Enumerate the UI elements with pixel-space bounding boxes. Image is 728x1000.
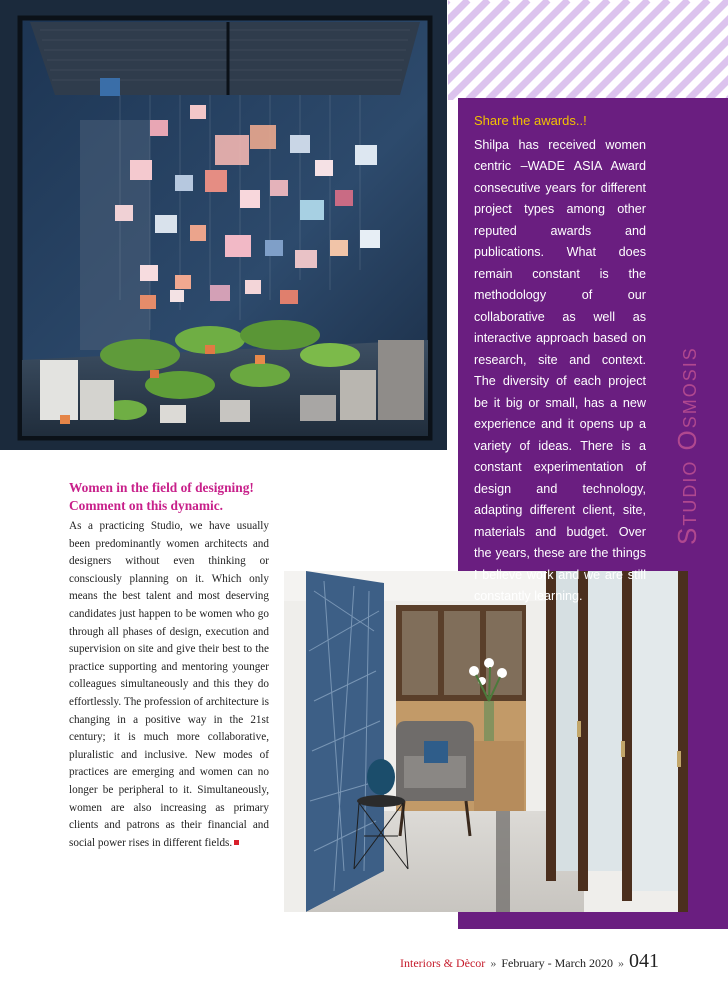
article-heading: Women in the field of designing! Comment on this dynamic. bbox=[69, 480, 254, 513]
installation-photo bbox=[0, 0, 447, 450]
brand-vertical-label: Studio Osmosis bbox=[672, 346, 702, 545]
issue-date: February - March 2020 bbox=[501, 956, 613, 970]
article-body-paragraph bbox=[69, 518, 269, 852]
footer-separator: » bbox=[617, 956, 624, 970]
sidebar-body: Shilpa has received women centric –WADE ASIA Award consecutive years for different project types among other reputed awards and publications. What does remain constant is the methodology of our collaborative as well as interactive approach based on research, site and context. The diversity of each project be it big or small, has a new experience and it opens up a variety of ideas. There is a constant experimentation of design and technology, adapting different client, site, materials and budget. Over the years, these are the things I believe work and we are still constantly learning. bbox=[474, 137, 646, 603]
interior-photo bbox=[284, 571, 688, 912]
article-body: As a practicing Studio, we have usually been predominantly women architects and designers without even thinking or consciously planning on it. Which only means the best talent and most deserving candidates just happen to be women who go through all phases of design, execution and supervision on site and give their best to the practice supporting and mentoring younger colleagues simultaneously and this they do effortlessly. The profession of architecture is changing in a positive way in the 21st century; it is much more collaborative, pluralistic and inclusive. New modes of practices are emerging and women can no longer be peripheral to it. Simultaneously, women are also increasing as primary clients and patrons as their financial and social power rises in different fields. bbox=[69, 520, 269, 849]
sidebar-text bbox=[474, 110, 646, 608]
sidebar-heading: Share the awards..! bbox=[474, 113, 587, 128]
magazine-name: Interiors & Dècor bbox=[400, 956, 486, 970]
decorative-stripes bbox=[448, 0, 728, 100]
article bbox=[69, 479, 269, 852]
page-number: 041 bbox=[628, 950, 659, 972]
end-mark-icon bbox=[234, 840, 239, 845]
footer-separator: » bbox=[490, 956, 497, 970]
page-footer bbox=[400, 950, 659, 974]
